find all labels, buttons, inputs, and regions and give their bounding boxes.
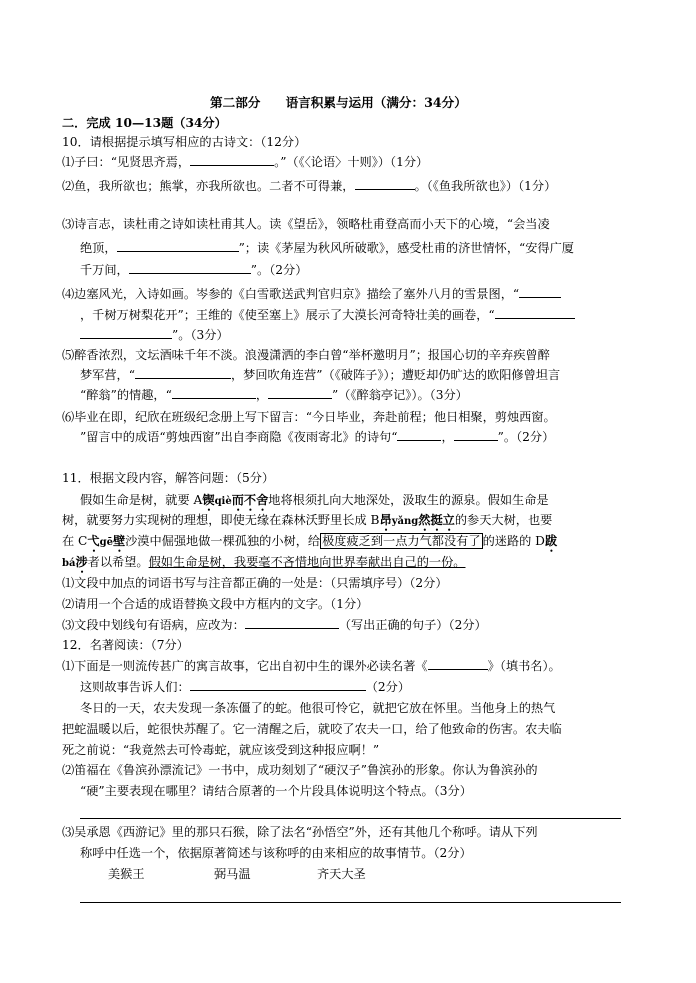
fable-line3: 死之前说：“我竟然去可怜毒蛇，就应该受到这种报应啊！” <box>62 743 380 757</box>
q10-stem: 10．请根据提示填写相应的古诗文：（12分） <box>62 135 307 149</box>
passage-text: 者以希望。 <box>87 555 149 569</box>
answer-blank[interactable] <box>245 616 339 629</box>
q10-item5-text: 梦军营，“ <box>80 368 135 382</box>
q10-item2-source: 。（《鱼我所欲也》）（1分） <box>414 179 557 193</box>
answer-blank[interactable] <box>355 177 415 190</box>
underlined-sentence: 假如生命是树，我要毫不吝惜地向世界奉献出自己的一份。 <box>148 555 466 569</box>
q10-item6-comma: ， <box>441 430 454 444</box>
boxed-phrase: 极度疲乏到一点力气都没有了 <box>322 534 481 548</box>
option-qitiandasheng: 齐天大圣 <box>317 867 366 881</box>
answer-blank[interactable] <box>268 386 332 399</box>
q12-stem: 12．名著阅读：（7分） <box>62 638 189 652</box>
marked-word: 锲 <box>202 493 215 507</box>
q10-item5-text: “醉翁”的情趣，“ <box>80 388 172 402</box>
q12-sub3-line2: 称呼中任选一个，依据原著简述与该称呼的由来相应的故事情节。（2分） <box>80 846 472 860</box>
q10-item4-text: ，千树万树梨花开”；王维的《使至塞上》展示了大漠长河奇特壮美的画卷，“ <box>80 308 495 322</box>
pinyin: gē <box>99 537 113 548</box>
q10-item4-line3 <box>80 326 229 344</box>
option-bimawen: 弼马温 <box>214 867 251 881</box>
pinyin: bá <box>62 558 76 569</box>
q10-item1 <box>62 153 428 171</box>
answer-blank[interactable] <box>397 428 441 441</box>
marked-word: 跋 <box>544 534 558 548</box>
q10-item3-text: ”；读《茅屋为秋风所破歌》，感受杜甫的济世情怀，“安得广厦 <box>238 241 574 255</box>
q10-item1-text: ⑴子曰：“见贤思齐焉， <box>62 155 191 169</box>
q10-item6-points: ”。（2分） <box>497 430 555 444</box>
passage-text: 假如生命是树，就要 A <box>80 493 203 507</box>
passage-text: 树，就要努力实现树的理想，即使无缘在森林沃野里长成 B <box>62 513 380 527</box>
answer-blank[interactable] <box>454 428 498 441</box>
answer-blank[interactable] <box>135 366 231 379</box>
answer-line[interactable] <box>80 902 621 903</box>
q12-sub1-text: 》（填书名）。 <box>487 659 561 673</box>
q10-item4-line2 <box>80 306 575 324</box>
answer-blank[interactable] <box>495 306 575 319</box>
q10-item4-points: ”。（3分） <box>172 328 229 342</box>
section-title: 第二部分 语言积累与运用（满分：34分） <box>210 95 467 110</box>
q10-item3-text: 千万间， <box>80 263 129 277</box>
q11-sub1: ⑴文段中加点的词语书写与注音都正确的一处是：（只需填序号）（2分） <box>62 576 448 590</box>
passage-text: 地将根须扎向大地深处，汲取生的源泉。假如生命是 <box>268 493 549 507</box>
q11-sub3-text: ⑶文段中划线句有语病，应改为： <box>62 618 245 632</box>
answer-blank[interactable] <box>190 678 366 691</box>
q12-sub2-line1: ⑵笛福在《鲁滨孙漂流记》一书中，成功刻划了“硬汉子”鲁滨孙的形象。你认为鲁滨孙的 <box>62 763 538 777</box>
q12-sub1-line1 <box>62 657 561 675</box>
q10-item6-line1: ⑹毕业在即，纪欣在班级纪念册上写下留言：“今日毕业，奔赴前程；他日相聚，剪烛西窗。 <box>62 410 556 424</box>
passage-text: 沙漠中倔强地做一棵孤独的小树，给 <box>125 534 321 548</box>
q11-sub3 <box>62 616 487 634</box>
q11-passage-line3 <box>62 532 557 555</box>
q10-item6-line2 <box>80 428 554 446</box>
q11-passage-line4 <box>62 553 465 576</box>
pinyin: yǎng <box>391 516 419 527</box>
q10-item5-line1: ⑸醉香浓烈，文坛酒味千年不淡。浪漫潇洒的李白曾“举杯邀明月”；报国心切的辛弃疾曾醉 <box>62 348 550 362</box>
answer-blank[interactable] <box>117 239 239 252</box>
q10-item5-line2 <box>80 366 560 384</box>
q10-item6-text: ”留言中的成语“剪烛西窗”出自李商隐《夜雨寄北》的诗句“ <box>80 430 398 444</box>
q10-item3-line1: ⑶诗言志，读杜甫之诗如读杜甫其人。读《望岳》，领略杜甫登高而小天下的心境，“会当凌 <box>62 217 550 231</box>
q10-item3-points: ”。（2分） <box>250 263 308 277</box>
part-heading: 二．完成 10—13题（34分） <box>62 116 227 130</box>
q10-item4-text: ⑷边塞风光，入诗如画。岑参的《白雪歌送武判官归京》描绘了塞外八月的雪景图，“ <box>62 287 520 301</box>
fable-line1: 冬日的一天，农夫发现一条冻僵了的蛇。他很可怜它，就把它放在怀里。当他身上的热气 <box>80 701 556 715</box>
q10-item3-line3 <box>80 261 307 279</box>
option-meihouwang: 美猴王 <box>108 867 145 881</box>
q10-item5-line3 <box>80 386 468 404</box>
q12-sub3-line1: ⑶吴承恩《西游记》里的那只石猴，除了法名“孙悟空”外，还有其他几个称呼。请从下列 <box>62 825 538 839</box>
pinyin: qiè <box>214 496 232 507</box>
passage-text: 在 C <box>62 534 88 548</box>
q10-item2-text: ⑵鱼，我所欲也；熊掌，亦我所欲也。二者不可得兼， <box>62 179 355 193</box>
passage-text: 的迷路的 D <box>482 534 545 548</box>
q12-sub1-line2 <box>80 678 410 696</box>
q10-item1-source: 。”（《〈论语〉十则》）（1分） <box>274 155 429 169</box>
q11-sub2: ⑵请用一个合适的成语替换文段中方框内的文字。（1分） <box>62 597 369 611</box>
q12-sub1-text: 这则故事告诉人们： <box>80 680 190 694</box>
q12-sub1-text: ⑴下面是一则流传甚广的寓言故事，它出自初中生的课外必读名著《 <box>62 659 428 673</box>
answer-blank[interactable] <box>428 657 488 670</box>
q11-passage-line2 <box>62 511 552 534</box>
marked-word: 弋 <box>87 534 100 548</box>
answer-blank[interactable] <box>519 285 561 298</box>
q10-item4-line1 <box>62 285 561 303</box>
q10-item5-text: ，梦回吹角连营”（《破阵子》）；遭贬却仍旷达的欧阳修曾坦言 <box>230 368 561 382</box>
q10-item2 <box>62 177 556 195</box>
q10-item5-source: ”（《醉翁亭记》）。（3分） <box>332 388 468 402</box>
q10-item3-line2 <box>80 239 574 257</box>
passage-text: 的参天大树，也要 <box>454 513 553 527</box>
marked-word: 涉 <box>75 555 88 569</box>
answer-blank[interactable] <box>80 326 172 339</box>
marked-word: 而不舍 <box>231 493 269 507</box>
q11-stem: 11．根据文段内容，解答问题：（5分） <box>62 471 275 485</box>
answer-blank[interactable] <box>129 261 251 274</box>
marked-word: 昂 <box>379 513 392 527</box>
answer-blank[interactable] <box>190 153 274 166</box>
fable-line2: 把蛇温暖以后，蛇很快苏醒了。它一清醒之后，就咬了农夫一口，给了他致命的伤害。农夫临 <box>62 722 562 736</box>
answer-line[interactable] <box>80 818 621 819</box>
marked-word: 壁 <box>112 534 126 548</box>
marked-word: 然挺立 <box>418 513 455 527</box>
q10-item5-comma: ， <box>255 388 269 402</box>
q12-sub1-points: （2分） <box>365 680 411 694</box>
q12-sub2-line2: “硬”主要表现在哪里？请结合原著的一个片段具体说明这个特点。（3分） <box>80 784 472 798</box>
q10-item3-text: 绝顶， <box>80 241 117 255</box>
q11-sub3-points: （写出正确的句子）（2分） <box>338 618 487 632</box>
answer-blank[interactable] <box>172 386 256 399</box>
